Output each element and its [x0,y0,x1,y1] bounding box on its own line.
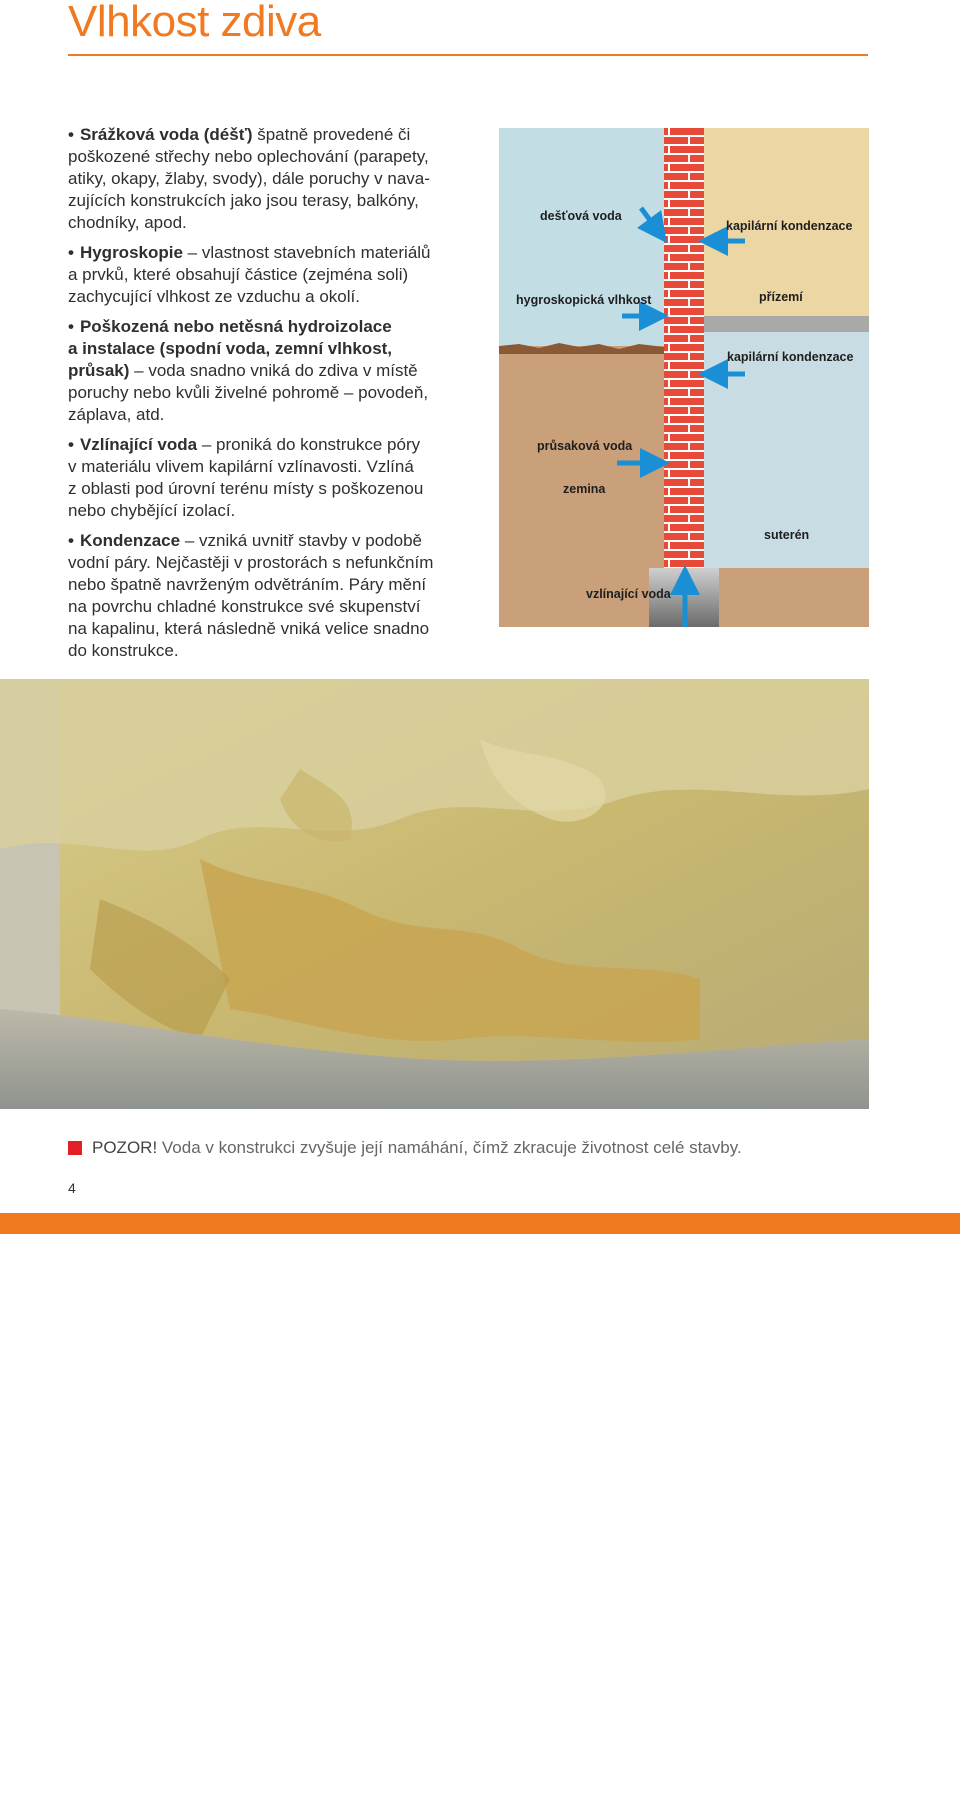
bullet-line: na kapalinu, která následně vniká velice snadno [68,619,430,638]
page-number: 4 [68,1180,76,1196]
bullet-line [68,530,468,552]
bullet-damaged-insulation [68,316,468,426]
bullet-line: nebo chybějící izolací. [68,501,236,520]
warning-square-icon [68,1141,82,1155]
bullet-dot: • [68,435,74,454]
bullet-line: chodníky, apod. [68,213,187,232]
bullet-term: Poškozená nebo netěsná hydroizolace [79,317,392,336]
bullet-dot: • [68,531,74,550]
bullet-line: záplava, atd. [68,405,165,424]
bullet-line: do konstrukce. [68,641,179,660]
bullet-line: zachycující vlhkost ze vzduchu a okolí. [68,287,360,306]
bullet-line: z oblasti pod úrovní terénu místy s poškozenou [68,479,424,498]
bullet-rain [68,124,468,234]
title-divider [68,54,868,56]
label-capillary-condensation-top: kapilární kondenzace [726,219,853,233]
basement-floor-soil [704,568,869,627]
bullet-text: – vzniká uvnitř stavby v podobě [180,531,423,550]
bullet-text: – proniká do konstrukce póry [197,435,421,454]
bullet-text: – vlastnost stavebních materiálů [182,243,431,262]
floor-slab [692,316,869,332]
warning-lead: POZOR! [92,1138,158,1157]
bullet-line: v materiálu vlivem kapilární vzlínavosti. Vzlíná [68,457,414,476]
bullet-term: Hygroskopie [79,243,183,262]
bullet-line: a prvků, které obsahují částice (zejména soli) [68,265,409,284]
bullet-term: Vzlínající voda [79,435,198,454]
bullet-line [68,316,468,338]
moisture-diagram-graphic [499,128,869,627]
moisture-diagram [499,128,869,627]
photo-caption: Sanace zdiva [68,1729,441,1798]
bullet-line: nebo špatně navrženým odvětráním. Páry mění [68,575,427,594]
brick-wall [664,128,704,568]
footer-bar [0,1213,960,1234]
sky-area [499,128,664,346]
bullet-dot: • [68,243,74,262]
bullet-line [68,124,468,146]
bullet-line [68,434,468,456]
bullet-line: na povrchu chladné konstrukce své skupenství [68,597,421,616]
bullet-line: zujících konstrukcích jako jsou terasy, balkóny, [68,191,419,210]
bullet-rising-water [68,434,468,522]
label-capillary-condensation-mid: kapilární kondenzace [727,350,854,364]
damaged-wall-image [0,679,869,1109]
bullet-line: a instalace (spodní voda, zemní vlhkost, [68,339,393,358]
bullet-hygroscopy [68,242,468,308]
bullet-term: Srážková voda (déšť) [79,125,253,144]
bullet-dot: • [68,317,74,336]
bullet-condensation [68,530,468,662]
bullet-term: průsak) [68,361,130,380]
bullet-line: atiky, okapy, žlaby, svody), dále poruchy v nava- [68,169,430,188]
bullet-line: poškozené střechy nebo oplechování (parapety, [68,147,429,166]
bullet-text: špatně provedené či [252,125,411,144]
label-rising-water: vzlínající voda [586,587,671,601]
warning-text: Voda v konstrukci zvyšuje její namáhání, čímž zkracuje životnost celé stavby. [157,1138,742,1157]
page-title: Vlhkost zdiva [68,0,321,46]
label-soil: zemina [563,482,606,496]
bullet-list [68,124,468,670]
label-rain-water: dešťová voda [540,209,622,223]
label-hygroscopic-moisture: hygroskopická vlhkost [516,293,652,307]
bullet-dot: • [68,125,74,144]
bullet-text: – voda snadno vniká do zdiva v místě [129,361,418,380]
bullet-term: Kondenzace [79,531,181,550]
label-ground-floor: přízemí [759,290,803,304]
bullet-line [68,242,468,264]
label-basement: suterén [764,528,810,542]
bullet-line: poruchy nebo kvůli živelné pohromě – povodeň, [68,383,429,402]
warning-note [92,1138,742,1158]
bullet-line [68,360,468,382]
label-seepage-water: průsaková voda [537,439,633,453]
bullet-line: vodní páry. Nejčastěji v prostorách s nefunkčním [68,553,434,572]
